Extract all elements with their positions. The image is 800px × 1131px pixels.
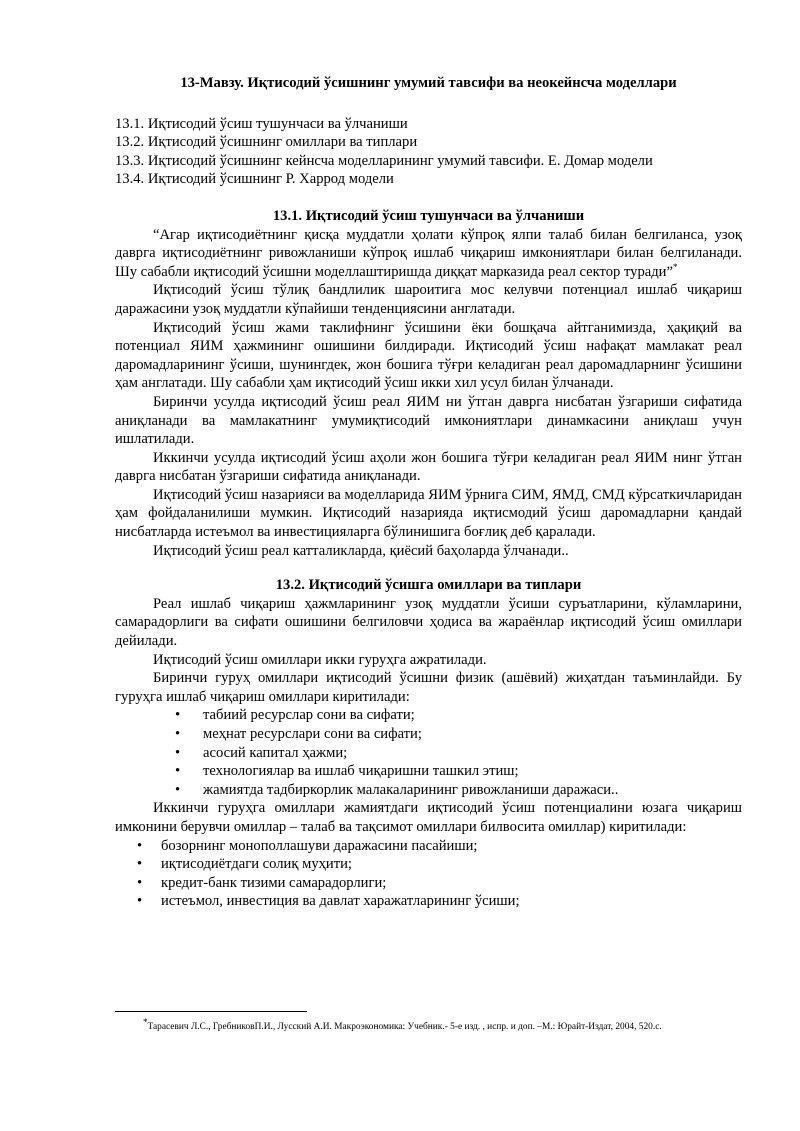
- list-item: • иқтисодиётдаги солиқ муҳити;: [137, 856, 352, 873]
- bullet-icon: •: [137, 837, 143, 854]
- toc-item: 13.3. Иқтисодий ўсишнинг кейнсча моделларининг умумий тавсифи. Е. Домар модели: [115, 152, 653, 169]
- paragraph: Иқтисодий ўсиш назарияси ва моделларида ЯИМ ўрнига СИМ, ЯМД, СМД кўрсаткичларидан ҳам фойдаланилиши мумкин. Иқтисодий назарияда иқтисмодий ўсиш даромадларни қандай нисбатларда истеъмол ва инвестицияларга бўлинишига боғлиқ деб қаралади.: [115, 486, 742, 541]
- footnote-separator: [115, 1011, 307, 1012]
- list-item: • меҳнат ресурслари сони ва сифати;: [175, 726, 422, 742]
- list-item: • асосий капитал ҳажми;: [175, 744, 348, 761]
- quote-paragraph: [115, 226, 742, 282]
- document-page: [115, 74, 742, 911]
- quote-text: “Агар иқтисодиётнинг қисқа муддатли ҳолати кўпроқ ялпи талаб билан белгиланса, узоқ даврга иқтисодиётнинг ривожланиши кўпроқ ишлаб чиқариш имкониятлари билан белгиланади. Шу сабабли иқтисодий ўсишни моделлаштиришда диққат марказида реал сектор туради”: [115, 226, 742, 280]
- paragraph: Иккинчи гуруҳга омиллари жамиятдаги иқтисодий ўсиш потенциалини юзага чиқариш имконини берувчи омиллар – талаб ва тақсимот омиллари билвосита омиллар) киритилади:: [115, 800, 742, 835]
- section-heading: 13.2. Иқтисодий ўсишга омиллари ва типлари: [275, 577, 582, 594]
- section-heading: 13.1. Иқтисодий ўсиш тушунчаси ва ўлчаниши: [272, 207, 585, 224]
- table-of-contents: [115, 115, 742, 189]
- toc-item: 13.1. Иқтисодий ўсиш тушунчаси ва ўлчаниши: [115, 115, 408, 132]
- toc-item: 13.2. Иқтисодий ўсишнинг омиллари ва типлари: [115, 134, 418, 151]
- paragraph: Биринчи гуруҳ омиллари иқтисодий ўсишни физик (ашёвий) жиҳатдан таъминлайди. Бу гуруҳга ишлаб чиқариш омиллари киритилади:: [115, 670, 742, 705]
- bullet-icon: •: [137, 856, 143, 873]
- bullet-icon: •: [137, 874, 143, 891]
- factor-list-2: [115, 837, 742, 911]
- list-item: • технологиялар ва ишлаб чиқаришни ташкил этиш;: [175, 763, 519, 780]
- list-item: • истеъмол, инвестиция ва давлат харажатларининг ўсиши;: [137, 893, 520, 910]
- page-title: 13-Мавзу. Иқтисодий ўсишнинг умумий тавсифи ва неокейнсча моделлари: [180, 75, 677, 91]
- bullet-icon: •: [175, 707, 181, 724]
- bullet-icon: •: [175, 763, 181, 780]
- paragraph: Иқтисодий ўсиш тўлиқ бандлилик шароитига мос келувчи потенциал ишлаб чиқариш даражасини узоқ муддатли кўпайиши тенденциясини англатади.: [115, 282, 742, 317]
- paragraph: Иккинчи усулда иқтисодий ўсиш аҳоли жон бошига тўғри келадиган реал ЯИМ нинг ўтган даврга нисбатан ўзгариши сифатида аниқланади.: [115, 449, 742, 485]
- bullet-icon: •: [137, 893, 143, 910]
- bullet-icon: •: [175, 744, 181, 761]
- footnote-mark: *: [143, 1016, 148, 1027]
- paragraph: Иқтисодий ўсиш реал катталикларда, қиёсий баҳоларда ўлчанади..: [153, 542, 569, 559]
- bullet-icon: •: [175, 781, 181, 798]
- factor-list-1: [115, 706, 742, 799]
- toc-item: 13.4. Иқтисодий ўсишнинг Р. Харрод модели: [115, 171, 394, 188]
- footnote-text: Тарасевич Л.С., ГребниковП.И., Лусский А.И. Макроэкономика: Учебник.- 5-е изд. , испр. и доп. –М.: Юрайт-Издат, 2004, 520.с.: [147, 1022, 662, 1032]
- paragraph: Биринчи усулда иқтисодий ўсиш реал ЯИМ ни ўтган даврга нисбатан ўзгариши сифатида аниқланади ва мамлакатнинг умумиқтисодий имкониятлари динамкасини аниқлаш учун ишлатилади.: [115, 393, 742, 448]
- list-item: • табиий ресурслар сони ва сифати;: [175, 707, 415, 724]
- list-item: • кредит-банк тизими самарадорлиги;: [137, 874, 387, 891]
- paragraph: Реал ишлаб чиқариш ҳажмларининг узоқ муддатли ўсиши суръатларини, кўламларини, самарадорлиги ва сифати ошишини белгиловчи ҳодиса ва жараёнлар иқтисодий ўсиш омиллари дейилади.: [115, 595, 742, 650]
- bullet-icon: •: [175, 726, 181, 742]
- footnote: [143, 1016, 763, 1033]
- paragraph: Иқтисодий ўсиш омиллари икки гуруҳга ажратилади.: [153, 651, 487, 668]
- paragraph: Иқтисодий ўсиш жами таклифнинг ўсишини ёки бошқача айтганимизда, ҳақиқий ва потенциал ЯИМ ҳажмининг ошишини билдиради. Иқтисодий ўсиш нафақат мамлакат реал даромадларининг ўсиши, шунингдек, жон бошига тўғри келадиган реал даромадларнинг ўсишини ҳам англатади. Шу сабабли ҳам иқтисодий ўсиш икки хил усул билан ўлчанади.: [115, 319, 742, 392]
- list-item: • бозорнинг монополлашуви даражасини пасайиши;: [137, 837, 478, 854]
- footnote-mark: *: [672, 261, 678, 272]
- list-item: • жамиятда тадбиркорлик малакаларининг ривожланиши даражаси..: [175, 781, 619, 798]
